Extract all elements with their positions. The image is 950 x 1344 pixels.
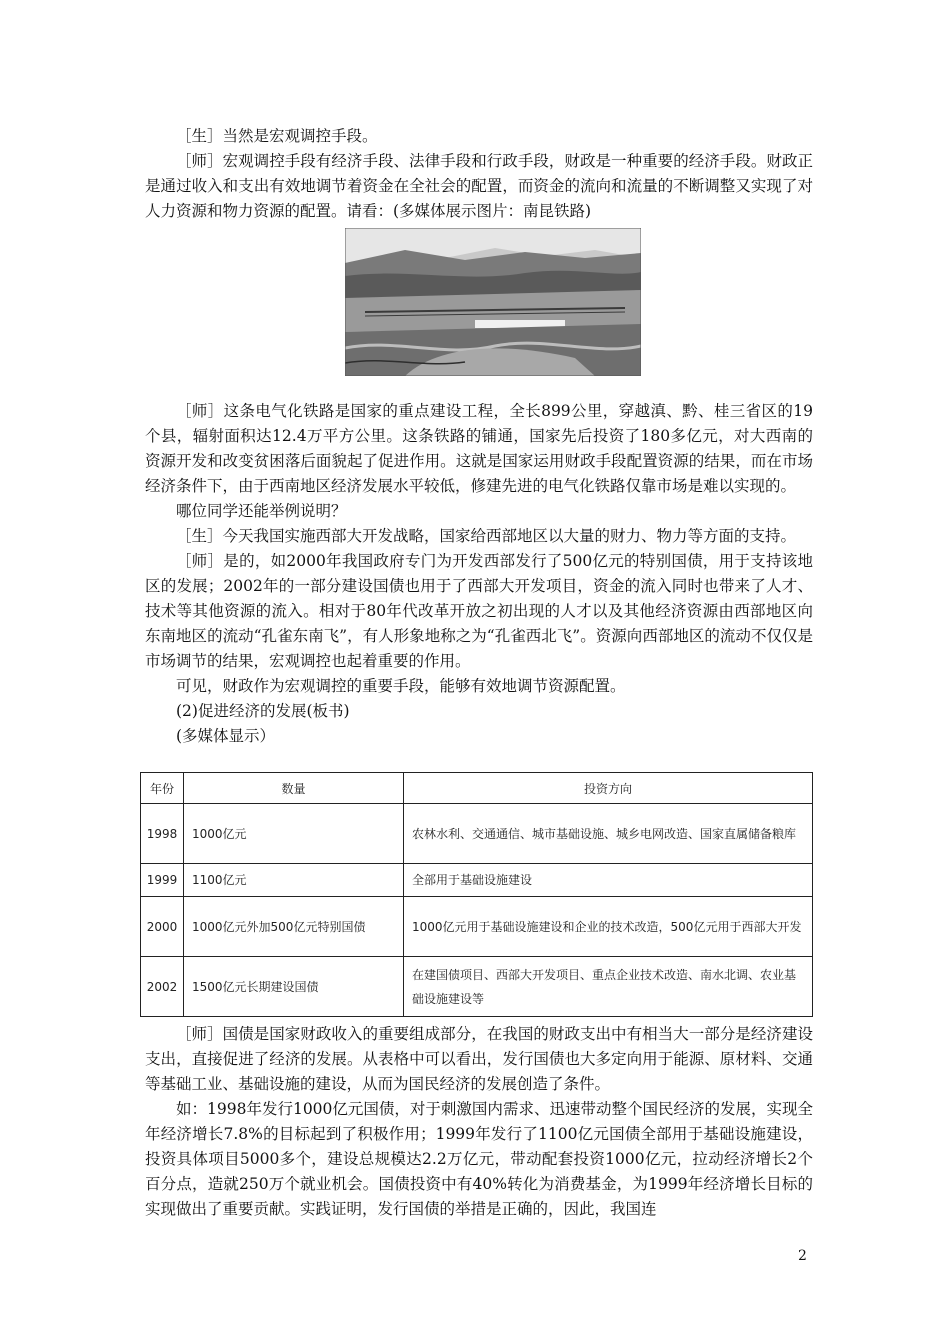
cell-amount: 1100亿元: [184, 864, 404, 897]
paragraph: ［师］这条电气化铁路是国家的重点建设工程，全长899公里，穿越滇、黔、桂三省区的19个县，辐射面积达12.4万平方公里。这条铁路的铺通，国家先后投资了180多亿元，对大西南的资源开发和改变贫困落后面貌起了促进作用。这就是国家运用财政手段配置资源的结果，而在市场经济条件下，由于西南地区经济发展水平较低，修建先进的电气化铁路仅靠市场是难以实现的。: [145, 402, 813, 495]
cell-direction: 1000亿元用于基础设施建设和企业的技术改造，500亿元用于西部大开发: [404, 897, 813, 957]
cell-direction: 全部用于基础设施建设: [404, 864, 813, 897]
paragraph: ［生］今天我国实施西部大开发战略，国家给西部地区以大量的财力、物力等方面的支持。: [176, 527, 797, 545]
paragraph: 可见，财政作为宏观调控的重要手段，能够有效地调节资源配置。: [176, 677, 626, 695]
cell-year: 2000: [141, 897, 184, 957]
cell-amount: 1000亿元: [184, 804, 404, 864]
paragraph: ［师］宏观调控手段有经济手段、法律手段和行政手段，财政是一种重要的经济手段。财政正是通过收入和支出有效地调节着资金在全社会的配置，而资金的流向和流量的不断调整又实现了对人力资源和物力资源的配置。请看：(多媒体展示图片：南昆铁路): [145, 152, 813, 220]
table-header-row: [141, 773, 813, 804]
cell-year: 1999: [141, 864, 184, 897]
cell-amount: 1500亿元长期建设国债: [184, 957, 404, 1017]
paragraph: (2)促进经济的发展(板书): [176, 702, 350, 720]
cell-direction: 在建国债项目、西部大开发项目、重点企业技术改造、南水北调、农业基础设施建设等: [404, 957, 813, 1017]
column-header: 投资方向: [404, 773, 813, 804]
table-row: [141, 804, 813, 864]
paragraph: ［师］国债是国家财政收入的重要组成部分，在我国的财政支出中有相当大一部分是经济建设支出，直接促进了经济的发展。从表格中可以看出，发行国债也大多定向用于能源、原材料、交通等基础工业、基础设施的建设，从而为国民经济的发展创造了条件。: [145, 1025, 813, 1093]
paragraph: (多媒体显示）: [176, 727, 276, 745]
column-header: 年份: [141, 773, 184, 804]
nankun-railway-photo: [345, 228, 641, 376]
intro-section: [145, 124, 813, 224]
paragraph: 哪位同学还能举例说明？: [176, 502, 347, 520]
cell-year: 1998: [141, 804, 184, 864]
national-debt-table: [140, 772, 813, 1017]
page-number: 2: [798, 1248, 807, 1264]
table-row: [141, 897, 813, 957]
body-section: [145, 399, 813, 749]
table-row: [141, 864, 813, 897]
analysis-section: [145, 1022, 813, 1222]
paragraph: ［师］是的，如2000年我国政府专门为开发西部发行了500亿元的特别国债，用于支持该地区的发展；2002年的一部分建设国债也用于了西部大开发项目，资金的流入同时也带来了人才、技术等其他资源的流入。相对于80年代改革开放之初出现的人才以及其他经济资源由西部地区向东南地区的流动“孔雀东南飞”，有人形象地称之为“孔雀西北飞”。资源向西部地区的流动不仅仅是市场调节的结果，宏观调控也起着重要的作用。: [145, 552, 813, 670]
table-row: [141, 957, 813, 1017]
column-header: 数量: [184, 773, 404, 804]
paragraph: 如：1998年发行1000亿元国债，对于刺激国内需求、迅速带动整个国民经济的发展，实现全年经济增长7.8%的目标起到了积极作用；1999年发行了1100亿元国债全部用于基础设施建设，投资具体项目5000多个，建设总规模达2.2万亿元，带动配套投资1000亿元，拉动经济增长2个百分点，造就250万个就业机会。国债投资中有40%转化为消费基金，为1999年经济增长目标的实现做出了重要贡献。实践证明，发行国债的举措是正确的，因此，我国连: [145, 1100, 813, 1218]
cell-amount: 1000亿元外加500亿元特别国债: [184, 897, 404, 957]
cell-direction: 农林水利、交通通信、城市基础设施、城乡电网改造、国家直属储备粮库: [404, 804, 813, 864]
cell-year: 2002: [141, 957, 184, 1017]
paragraph: ［生］当然是宏观调控手段。: [176, 127, 378, 145]
